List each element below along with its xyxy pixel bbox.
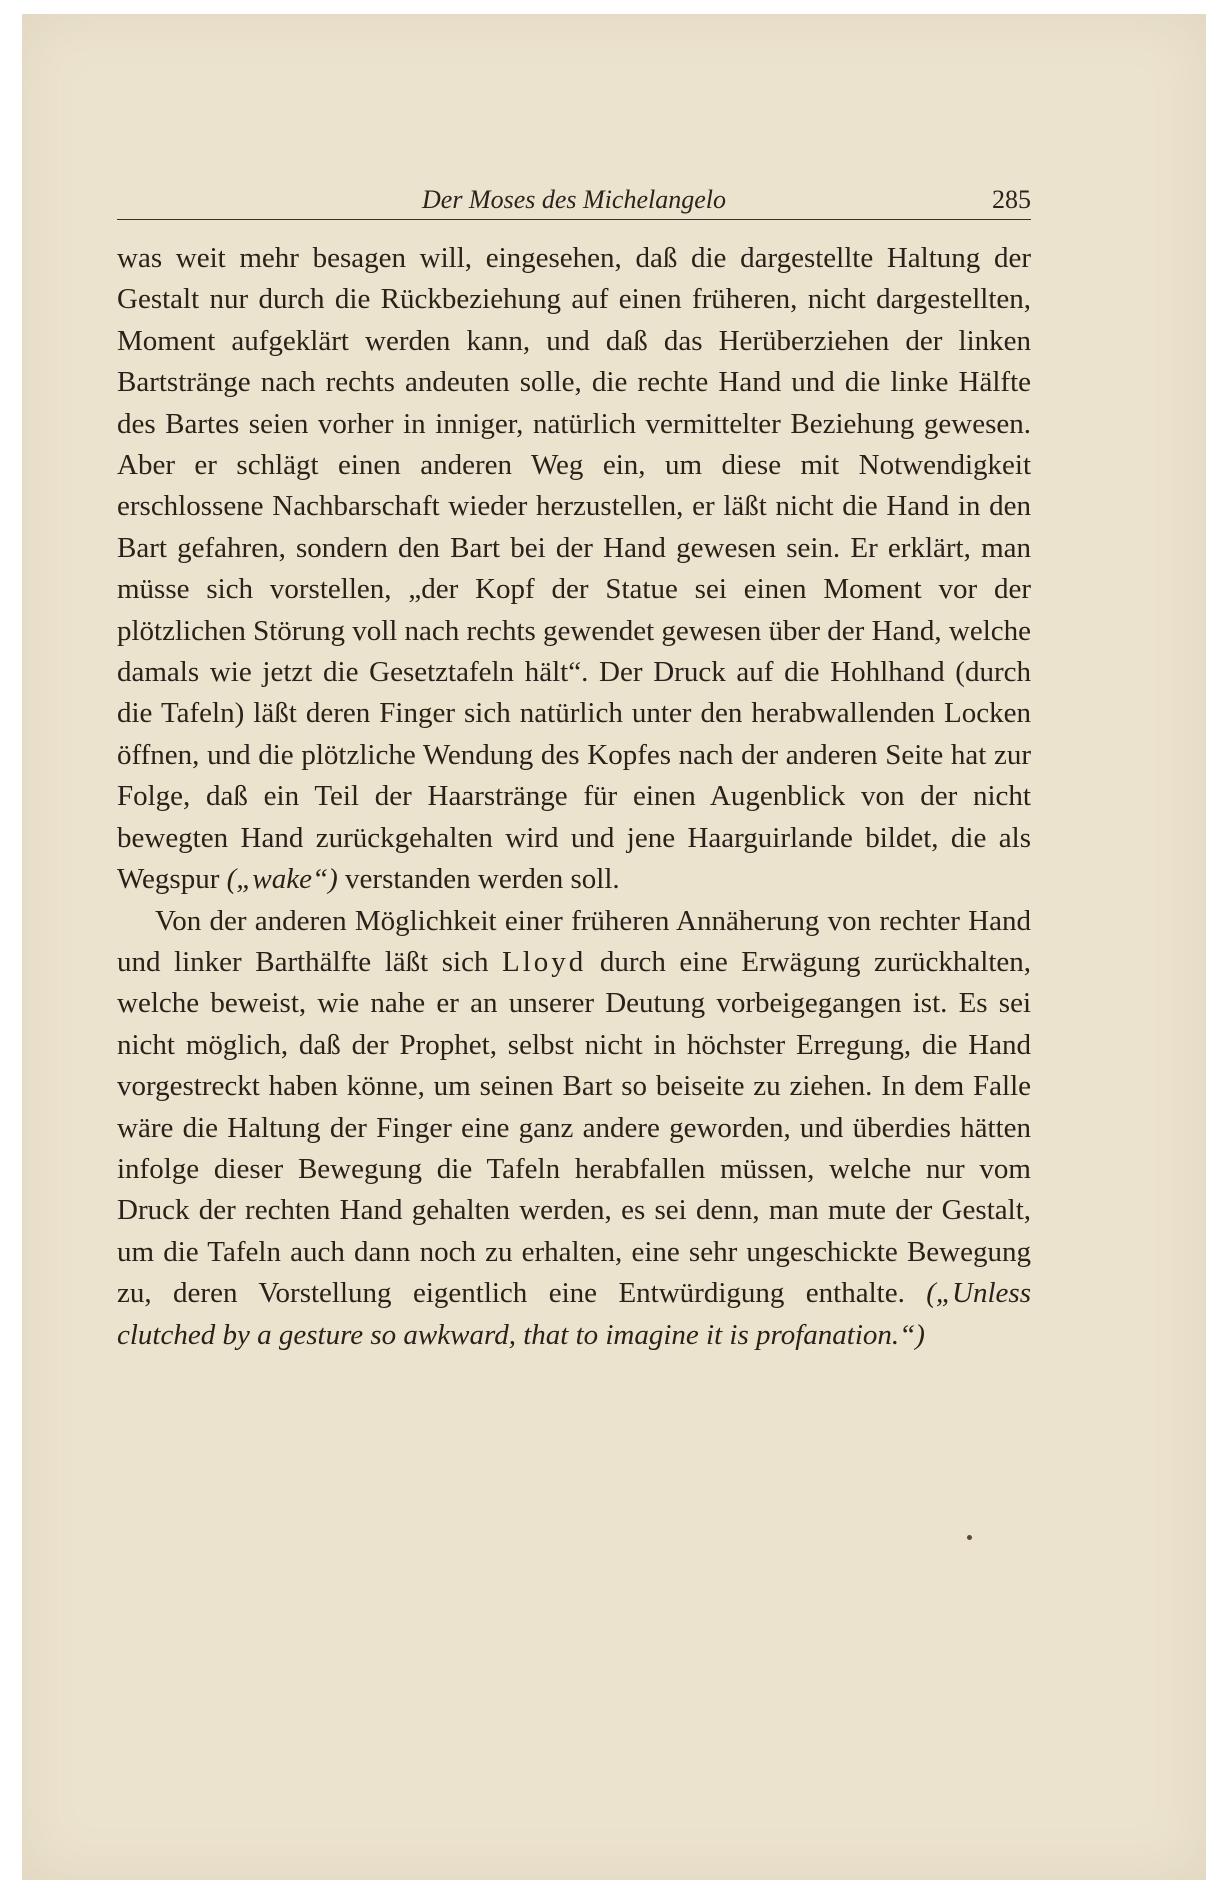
book-page xyxy=(22,14,1206,1880)
body-text xyxy=(117,238,1031,1356)
running-title: Der Moses des Michelangelo xyxy=(422,185,726,214)
paragraph-2-text: Von der anderen Möglichkeit einer früheren Annäherung von rechter Hand und linker Barthälfte läßt sich xyxy=(117,904,1031,978)
paragraph-1-end: verstanden werden soll. xyxy=(337,863,620,896)
paragraph-2-text-continued: durch eine Erwägung zurückhalten, welche beweist, wie nahe er an unserer Deutung vorbeigegangen ist. Es sei nicht möglich, daß der Prophet, selbst nicht in höchster Erregung, die Hand vorgestreckt haben könne, um seinen Bart so beiseite zu ziehen. In dem Falle wäre die Haltung der Finger eine ganz andere geworden, und überdies hätten infolge dieser Bewegung die Tafeln herabfallen müssen, welche nur vom Druck der rechten Hand gehalten werden, es sei denn, man mute der Gestalt, um die Tafeln auch dann noch zu erhalten, eine sehr ungeschickte Bewegung zu, deren Vorstellung eigentlich eine Entwürdigung enthalte. xyxy=(117,945,1031,1310)
paper-speck xyxy=(967,1535,972,1540)
paragraph-1 xyxy=(117,238,1031,901)
paragraph-2 xyxy=(117,901,1031,1356)
page-header xyxy=(117,179,1031,219)
author-name-lloyd: Lloyd xyxy=(502,945,587,978)
header-rule xyxy=(117,219,1031,220)
quote-wake: („wake“) xyxy=(226,863,338,896)
page-number: 285 xyxy=(992,185,1031,214)
paragraph-1-text: was weit mehr besagen will, eingesehen, daß die dargestellte Haltung der Gestalt nur durch die Rückbeziehung auf einen früheren, nicht dargestellten, Moment aufgeklärt werden kann, und daß das Herüberziehen der linken Bartstränge nach rechts andeuten solle, die rechte Hand und die linke Hälfte des Bartes seien vorher in inniger, natürlich vermittelter Beziehung gewesen. Aber er schlägt einen anderen Weg ein, um diese mit Notwendigkeit erschlossene Nachbarschaft wieder herzustellen, er läßt nicht die Hand in den Bart gefahren, sondern den Bart bei der Hand gewesen sein. Er erklärt, man müsse sich vorstellen, „der Kopf der Statue sei einen Moment vor der plötzlichen Störung voll nach rechts gewendet gewesen über der Hand, welche damals wie jetzt die Gesetztafeln hält“. Der Druck auf die Hohlhand (durch die Tafeln) läßt deren Finger sich natürlich unter den herabwallenden Locken öffnen, und die plötzliche Wendung des Kopfes nach der anderen Seite hat zur Folge, daß ein Teil der Haarstränge für einen Augenblick von der nicht bewegten Hand zurückgehalten wird und jene Haarguirlande bildet, die als Wegspur xyxy=(117,242,1031,896)
english-quote: („Unless clutched by a gesture so awkward, that to imagine it is profanation.“) xyxy=(117,1277,1031,1351)
